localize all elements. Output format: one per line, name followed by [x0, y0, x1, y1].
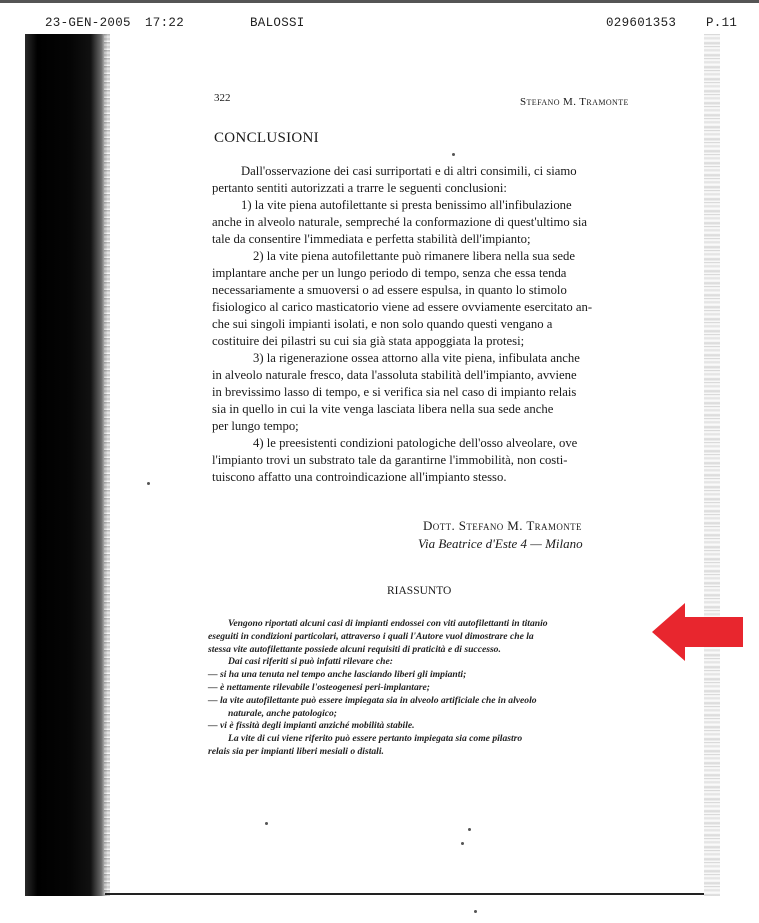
signature-address: Via Beatrice d'Este 4 — Milano [418, 536, 583, 551]
top-border [0, 0, 759, 3]
conclusions-line: in brevissimo lasso di tempo, e si verifica sia nel caso di impianto relais [212, 385, 577, 399]
conclusions-line: per lungo tempo; [212, 419, 299, 433]
conclusions-body [212, 163, 640, 486]
riassunto-line: Dai casi riferiti si può infatti rilevare che: [228, 656, 393, 668]
conclusions-line: pertanto sentiti autorizzati a trarre le seguenti conclusioni: [212, 181, 507, 195]
scan-speck [468, 828, 471, 831]
page-bottom-edge [105, 893, 704, 895]
conclusions-line: fisiologico al carico masticatorio viene ad essere ovviamente esercitato an- [212, 300, 593, 314]
conclusions-line: 4) le preesistenti condizioni patologiche dell'osso alveolare, ove [253, 436, 578, 450]
conclusions-line: che sui singoli impianti isolati, e non solo quando questi vengano a [212, 317, 553, 331]
conclusions-line: Dall'osservazione dei casi surriportati e di altri consimili, ci siamo [241, 164, 577, 178]
riassunto-line: — si ha una tenuta nel tempo anche lasciando liberi gli impianti; [208, 669, 467, 681]
conclusions-line: costituire dei pilastri su cui sia già stata appoggiata la protesi; [212, 334, 525, 348]
conclusions-line: 2) la vite piena autofilettante può rimanere libera nella sua sede [253, 249, 575, 263]
conclusions-line: in alveolo naturale fresco, data l'assoluta stabilità dell'impianto, avviene [212, 368, 577, 382]
fax-time: 17:22 [145, 16, 185, 30]
riassunto-line: eseguiti in condizioni particolari, attraverso i quali l'Autore vuol dimostrare che la [208, 630, 534, 642]
scan-speck [452, 153, 455, 156]
riassunto-line: Vengono riportati alcuni casi di impianti endossei con viti autofilettanti in titanio [228, 618, 548, 629]
conclusions-line: anche in alveolo naturale, sempreché la conformazione di quest'ultimo sia [212, 215, 588, 229]
conclusions-line: tuiscono affatto una controindicazione all'impianto stesso. [212, 470, 507, 484]
running-head: Stefano M. Tramonte [520, 96, 629, 108]
scan-speck [461, 842, 464, 845]
riassunto-line: stessa vite autofilettante possiede alcuni requisiti di praticità e di successo. [208, 643, 501, 655]
riassunto-line: relais sia per impianti liberi mesiali o distali. [208, 745, 384, 757]
conclusions-line: tale da consentire l'immediata e perfetta stabilità dell'impianto; [212, 232, 531, 246]
riassunto-line: La vite di cui viene riferito può essere pertanto impiegata sia come pilastro [228, 733, 523, 745]
fax-sender: BALOSSI [250, 16, 305, 30]
conclusions-line: sia in quello in cui la vite venga lasciata libera nella sua sede anche [212, 402, 554, 416]
spine-edge-noise [104, 34, 110, 896]
conclusions-line: implantare anche per un lungo periodo di tempo, senza che essa tenda [212, 266, 567, 280]
page-number: 322 [214, 92, 231, 104]
red-arrow-icon [652, 603, 743, 661]
fax-page: P.11 [706, 16, 738, 30]
riassunto-line: — è nettamente rilevabile l'osteogenesi peri-implantare; [208, 681, 430, 693]
fax-number: 029601353 [606, 16, 677, 30]
riassunto-line: — la vite autofilettante può essere impiegata sia in alveolo artificiale che in alveolo [208, 694, 537, 706]
conclusions-line: necessariamente a smuoversi o ad essere espulsa, in quanto lo stimolo [212, 283, 567, 297]
page-right-edge [704, 34, 720, 896]
scan-speck [474, 910, 477, 913]
riassunto-body [208, 618, 638, 759]
fax-header [0, 16, 759, 32]
riassunto-heading: RIASSUNTO [387, 585, 452, 597]
conclusions-line: l'impianto trovi un substrato tale da garantirne l'immobilità, non costi- [212, 453, 568, 467]
book-spine-shadow [25, 34, 107, 896]
scan-speck [265, 822, 268, 825]
riassunto-line: naturale, anche patologico; [228, 707, 337, 719]
conclusions-heading: CONCLUSIONI [214, 130, 319, 146]
riassunto-line: — vi è fissità degli impianti anziché mobilità stabile. [208, 720, 415, 732]
scan-speck [147, 482, 150, 485]
signature-name: Dott. Stefano M. Tramonte [423, 518, 582, 533]
conclusions-line: 1) la vite piena autofilettante si presta benissimo all'infibulazione [241, 198, 572, 212]
fax-date: 23-GEN-2005 [45, 16, 131, 30]
conclusions-line: 3) la rigenerazione ossea attorno alla vite piena, infibulata anche [253, 351, 580, 365]
